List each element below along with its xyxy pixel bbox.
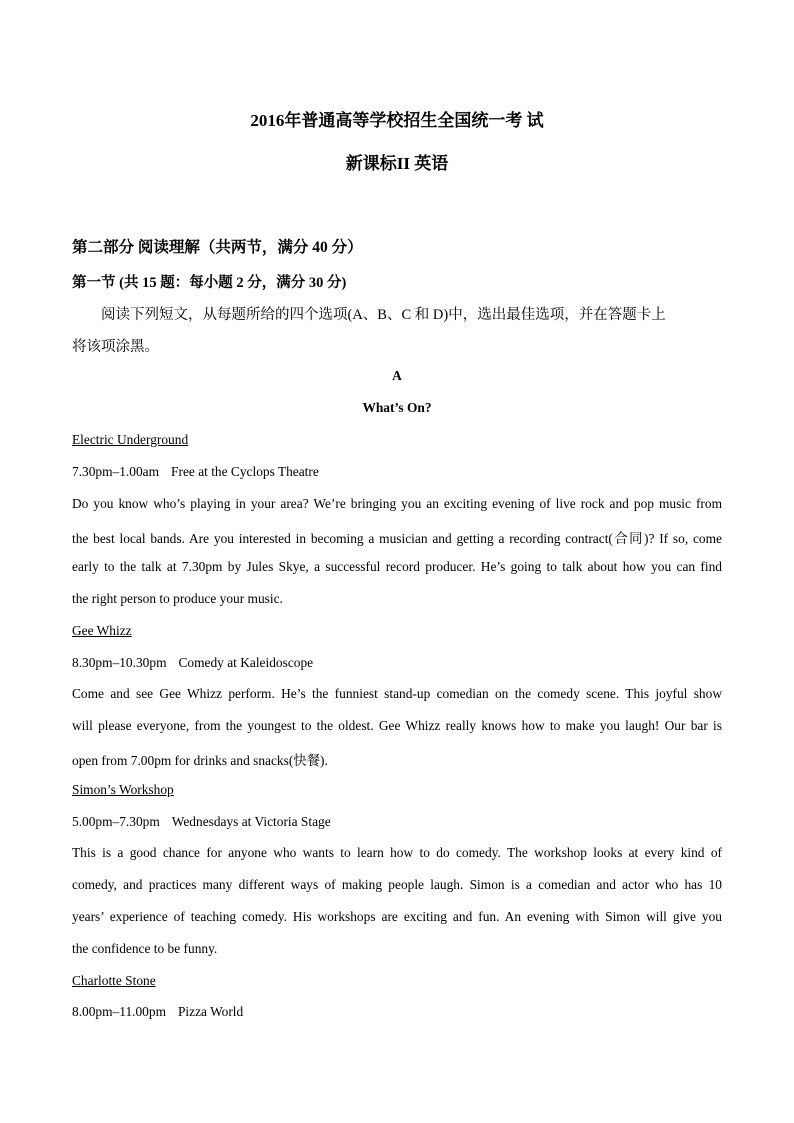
instruction-line-1: 阅读下列短文，从每题所给的四个选项(A、B、C 和 D)中，选出最佳选项，并在答题卡上 xyxy=(101,307,666,323)
event-text-line: Come and see Gee Whizz perform. He’s the funniest stand-up comedian on the comedy scene. This joyful show xyxy=(72,686,722,701)
event-name: Charlotte Stone xyxy=(72,973,156,988)
event-text-line: This is a good chance for anyone who wants to learn how to do comedy. The workshop looks at every kind of xyxy=(72,845,722,860)
part-heading: 第二部分 阅读理解（共两节，满分 40 分） xyxy=(72,239,363,256)
event-time-place xyxy=(72,464,722,480)
event-text-line: will please everyone, from the youngest to the oldest. Gee Whizz really knows how to make you laugh! Our bar is xyxy=(72,718,722,733)
event-place: Pizza World xyxy=(177,1004,244,1019)
event-time: 7.30pm–1.00am xyxy=(72,464,160,479)
event-text-line: years’ experience of teaching comedy. His workshops are exciting and fun. An evening with Simon will give you xyxy=(72,909,722,924)
event-text-line: the best local bands. Are you interested in becoming a musician and getting a recording contract(合同)? If so, come xyxy=(72,531,722,546)
event-text-line: open from 7.00pm for drinks and snacks(快餐). xyxy=(72,753,328,768)
event-time-place xyxy=(72,1004,722,1020)
event-time-place xyxy=(72,814,722,830)
event-place: Free at the Cyclops Theatre xyxy=(171,464,319,479)
exam-title: 2016年普通高等学校招生全国统一考 试 xyxy=(250,111,544,130)
event-time: 8.00pm–11.00pm xyxy=(72,1004,166,1019)
event-time: 5.00pm–7.30pm xyxy=(72,814,160,829)
section-heading: 第一节 (共 15 题：每小题 2 分，满分 30 分) xyxy=(72,275,347,291)
event-text-line: the right person to produce your music. xyxy=(72,591,283,606)
event-name: Simon’s Workshop xyxy=(72,782,174,797)
event-text-line: the confidence to be funny. xyxy=(72,941,218,956)
event-text-line: early to the talk at 7.30pm by Jules Skye, a successful record producer. He’s going to talk about how you can find xyxy=(72,559,722,574)
event-name: Gee Whizz xyxy=(72,623,132,638)
passage-title: What’s On? xyxy=(362,400,432,415)
event-name: Electric Underground xyxy=(72,432,189,447)
event-place: Comedy at Kaleidoscope xyxy=(178,655,314,670)
passage-letter: A xyxy=(392,368,402,383)
event-text-line: comedy, and practices many different ways of making people laugh. Simon is a comedian and actor who has 10 xyxy=(72,877,722,892)
event-place: Wednesdays at Victoria Stage xyxy=(171,814,331,829)
exam-subtitle: 新课标II 英语 xyxy=(345,154,449,173)
event-time-place xyxy=(72,655,722,671)
event-time: 8.30pm–10.30pm xyxy=(72,655,167,670)
instruction-line-2: 将该项涂黑。 xyxy=(72,339,159,355)
event-text-line: Do you know who’s playing in your area? We’re bringing you an exciting evening of live rock and pop music from xyxy=(72,496,722,511)
